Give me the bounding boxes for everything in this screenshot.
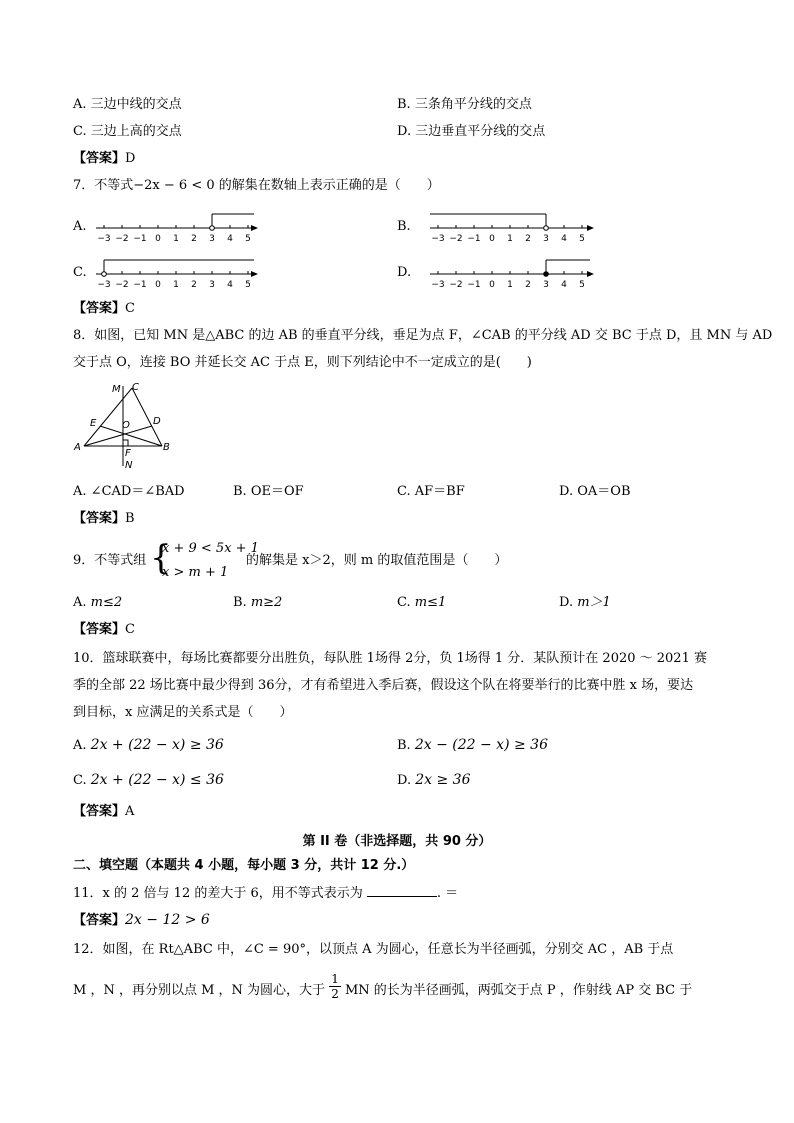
q11-answer-blank [367, 884, 437, 897]
q7-option-a-letter: A. [73, 219, 87, 234]
tick-label: 2 [191, 280, 197, 290]
q10-option-d [397, 771, 470, 790]
q10-stem-line3: 到目标，x 应满足的关系式是（ ） [73, 705, 293, 720]
option-text: 2x + (22 − x) ≤ 36 [90, 772, 224, 788]
open-dot [102, 272, 107, 277]
number-line-a [92, 206, 262, 246]
option-text: 三条角平分线的交点 [414, 97, 532, 112]
answer-value: B [125, 511, 135, 526]
answer-value: A [125, 804, 135, 819]
option-text: m≥2 [250, 595, 283, 610]
label-d: D [153, 416, 161, 427]
answer-tag: 【答案】 [73, 622, 126, 637]
option-text: ∠CAD＝∠BAD [90, 484, 185, 499]
q12-stem-line2 [73, 972, 693, 1001]
tick-label: −3 [431, 234, 445, 244]
q12-fraction [329, 972, 341, 1001]
side-ac [84, 388, 132, 446]
q11-stem-text: 11．x 的 2 倍与 12 的差大于 6，用不等式表示为 [73, 886, 363, 901]
option-letter: A. [73, 97, 87, 112]
tick-label: 0 [155, 280, 161, 290]
option-letter: B. [233, 484, 247, 499]
option-letter: A. [73, 484, 87, 499]
q6-option-c [73, 123, 182, 141]
q8-stem-line2: 交于点 O，连接 BO 并延长交 AC 于点 E，则下列结论中不一定成立的是( ) [73, 355, 532, 370]
tick-label: 1 [507, 280, 513, 290]
q10-stem-line1: 10．篮球联赛中，每场比赛都要分出胜负，每队胜 1场得 2分，负 1场得 1 分．某队预计在 2020 ～ 2021 赛 [73, 651, 707, 666]
q7-option-d-letter: D. [397, 265, 412, 280]
q10-option-c [73, 771, 224, 790]
option-letter: D. [559, 595, 574, 610]
tick-label: 4 [561, 280, 567, 290]
tick-label: 3 [209, 234, 215, 244]
tick-label: −1 [133, 280, 147, 290]
option-text: 2x − (22 − x) ≥ 36 [414, 737, 548, 753]
number-line-d [418, 252, 598, 292]
q9-option-c [397, 594, 446, 612]
q9-option-d [559, 594, 611, 612]
q6-option-b [397, 96, 532, 114]
q6-option-d [397, 123, 545, 141]
axis-arrow [251, 225, 258, 231]
q12-text-part1: M ，N ，再分别以点 M ，N 为圆心，大于 [73, 983, 326, 998]
q9-answer [73, 621, 135, 639]
option-letter: C. [397, 595, 411, 610]
answer-value: C [125, 301, 135, 316]
option-text: 三边垂直平分线的交点 [415, 124, 546, 139]
tick-label: 5 [579, 234, 585, 244]
q10-answer [73, 803, 134, 821]
tick-label: −1 [133, 234, 147, 244]
answer-value: C [125, 622, 135, 637]
tick-label: 4 [227, 234, 233, 244]
answer-value: D [125, 151, 136, 166]
q12-stem-line1: 12．如图，在 Rt△ABC 中，∠C = 90°，以顶点 A 为圆心，任意长为半径画弧，分别交 AC ，AB 于点 [73, 942, 674, 957]
tick-label: −2 [449, 234, 463, 244]
option-letter: D. [397, 124, 412, 139]
q7-answer [73, 300, 135, 318]
option-letter: D. [559, 484, 574, 499]
q8-stem-line1: 8．如图，已知 MN 是△ABC 的边 AB 的垂直平分线，垂足为点 F，∠CAB 的平分线 AD 交 BC 于点 D，且 MN 与 AD [73, 328, 773, 343]
tick-label: −3 [431, 280, 445, 290]
answer-tag: 【答案】 [73, 301, 126, 316]
answer-tag: 【答案】 [73, 511, 126, 526]
answer-tag: 【答案】 [73, 913, 126, 928]
answer-value: 2x − 12 > 6 [125, 912, 210, 928]
option-text: OE＝OF [250, 484, 304, 499]
q9-system-line2: x > m + 1 [162, 565, 229, 580]
option-letter: C. [397, 484, 411, 499]
option-text: OA＝OB [577, 484, 631, 499]
answer-tag: 【答案】 [73, 151, 126, 166]
tick-label: 3 [209, 280, 215, 290]
label-e: E [90, 418, 97, 429]
fraction-numerator: 1 [331, 972, 339, 986]
option-letter: A. [73, 595, 87, 610]
segment-ad [84, 426, 152, 446]
q6-option-a [73, 96, 182, 114]
q9-system-brace: { [150, 538, 172, 578]
q9-option-a [73, 594, 122, 612]
tick-label: 2 [191, 234, 197, 244]
tick-label: 5 [579, 280, 585, 290]
tick-label: 2 [525, 280, 531, 290]
q8-option-c [397, 483, 465, 501]
label-b: B [163, 442, 170, 453]
q9-stem-prefix: 9．不等式组 [73, 553, 147, 568]
option-letter: A. [73, 738, 87, 753]
option-text: 2x + (22 − x) ≥ 36 [90, 737, 224, 753]
q8-answer [73, 510, 135, 528]
tick-label: 3 [543, 280, 549, 290]
q7-stem: 7．不等式−2x − 6 < 0 的解集在数轴上表示正确的是（ ） [73, 178, 440, 193]
q7-option-b-letter: B. [397, 219, 411, 234]
q9-stem-suffix: 的解集是 x＞2，则 m 的取值范围是（ ） [246, 553, 508, 568]
q7-option-c-letter: C. [73, 265, 87, 280]
q8-option-a [73, 483, 185, 501]
tick-label: −2 [115, 234, 129, 244]
q8-option-b [233, 483, 304, 501]
tick-label: −2 [449, 280, 463, 290]
option-text: m≤1 [414, 595, 447, 610]
q6-answer [73, 150, 135, 168]
answer-tag: 【答案】 [73, 804, 126, 819]
right-angle-mark [123, 440, 128, 446]
option-text: m＞1 [577, 595, 611, 610]
tick-label: 0 [489, 280, 495, 290]
label-o: O [122, 420, 130, 431]
axis-arrow [251, 271, 258, 277]
option-text: m≤2 [90, 595, 123, 610]
q9-option-b [233, 594, 282, 612]
tick-label: −3 [97, 280, 111, 290]
section-title: 第 II 卷（非选择题，共 90 分） [302, 834, 492, 849]
q11-stem-tail: . ＝ [436, 886, 459, 901]
option-text: 2x ≥ 36 [415, 772, 471, 788]
open-dot [544, 226, 549, 231]
option-letter: B. [233, 595, 247, 610]
q10-option-a [73, 736, 224, 755]
tick-label: 2 [525, 234, 531, 244]
tick-label: 5 [245, 280, 251, 290]
tick-label: 4 [561, 234, 567, 244]
tick-label: 1 [173, 280, 179, 290]
q8-option-d [559, 483, 631, 501]
option-letter: C. [73, 124, 87, 139]
label-m: M [112, 384, 121, 395]
option-letter: C. [73, 773, 87, 788]
tick-label: −1 [467, 280, 481, 290]
tick-label: −3 [97, 234, 111, 244]
tick-label: 0 [489, 234, 495, 244]
option-text: AF＝BF [414, 484, 465, 499]
tick-label: 1 [173, 234, 179, 244]
axis-arrow [587, 225, 594, 231]
fraction-denominator: 2 [331, 987, 339, 1001]
closed-dot [544, 272, 549, 277]
tick-label: −1 [467, 234, 481, 244]
option-text: 三边中线的交点 [90, 97, 182, 112]
q10-option-b [397, 736, 548, 755]
q9-system-line1: x + 9 < 5x + 1 [162, 541, 259, 556]
label-c: C [132, 382, 139, 393]
label-n: N [125, 460, 133, 471]
q8-triangle-figure [72, 380, 182, 475]
open-dot [210, 226, 215, 231]
q11-stem [73, 884, 458, 903]
tick-label: 4 [227, 280, 233, 290]
option-letter: D. [397, 773, 412, 788]
tick-label: 3 [543, 234, 549, 244]
axis-arrow [587, 271, 594, 277]
number-line-b [418, 206, 598, 246]
number-line-c [92, 252, 262, 292]
option-letter: B. [397, 738, 411, 753]
option-text: 三边上高的交点 [90, 124, 182, 139]
tick-label: 1 [507, 234, 513, 244]
section-part-heading: 二、填空题（本题共 4 小题，每小题 3 分，共计 12 分.） [73, 858, 415, 873]
label-a: A [74, 442, 81, 453]
q12-text-part2: MN 的长为半径画弧，两弧交于点 P ，作射线 AP 交 BC 于 [344, 983, 693, 998]
q10-stem-line2: 季的全部 22 场比赛中最少得到 36分，才有希望进入季后赛，假设这个队在将要举行的比赛中胜 x 场，要达 [73, 678, 694, 693]
tick-label: −2 [115, 280, 129, 290]
label-f: F [125, 448, 131, 459]
q11-answer [73, 911, 210, 930]
tick-label: 5 [245, 234, 251, 244]
option-letter: B. [397, 97, 411, 112]
tick-label: 0 [155, 234, 161, 244]
